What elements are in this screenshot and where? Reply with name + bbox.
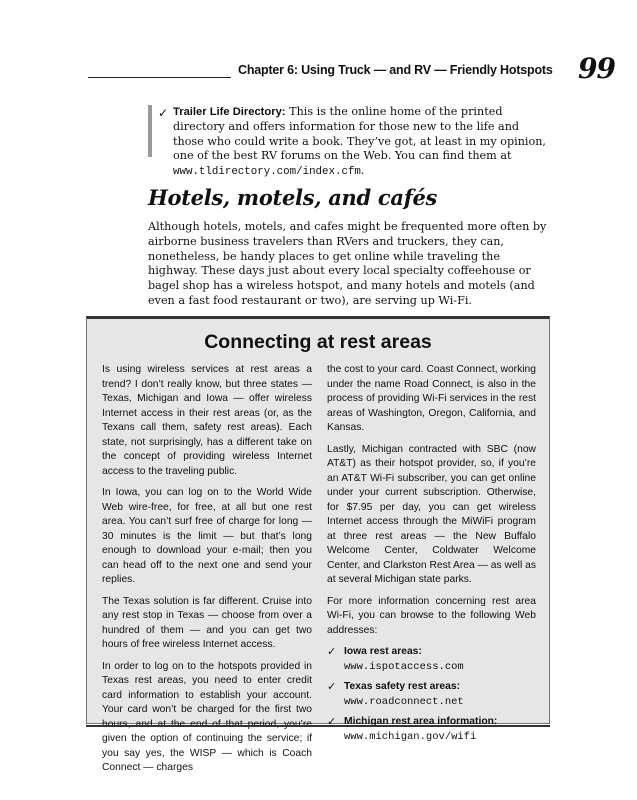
link-item bbox=[327, 680, 536, 709]
link-item bbox=[327, 715, 536, 744]
link-list bbox=[327, 645, 536, 744]
chapter-title: Chapter 6: Using Truck — and RV — Friendly Hotspots bbox=[238, 63, 553, 77]
link-label: Iowa rest areas: bbox=[344, 646, 422, 657]
link-label: Texas safety rest areas: bbox=[344, 681, 461, 692]
sidebar-paragraph: The Texas solution is far different. Cruise into any rest stop in Texas — choose from over a hundred of them — and you can get two hours of free wireless Internet access. bbox=[102, 595, 312, 650]
link-url[interactable]: www.roadconnect.net bbox=[344, 695, 464, 708]
link-item bbox=[327, 645, 536, 674]
sidebar-paragraph: For more information concerning rest area Wi-Fi, you can browse to the following Web addresses: bbox=[327, 595, 536, 636]
sidebar-left-column bbox=[102, 363, 312, 783]
link-label: Michigan rest area information: bbox=[344, 716, 498, 727]
bullet-label: Trailer Life Directory: bbox=[173, 106, 286, 118]
sidebar-paragraph: the cost to your card. Coast Connect, working under the name Road Connect, is also in the process of providing Wi-Fi services in the rest areas of Washington, Oregon, California, and Kansas. bbox=[327, 364, 536, 433]
checkmark-icon: ✓ bbox=[327, 715, 337, 728]
header-rule bbox=[88, 77, 231, 78]
link-url[interactable]: www.michigan.gov/wifi bbox=[344, 730, 477, 743]
sidebar-paragraph: In Iowa, you can log on to the World Wide Web wire-free, for free, at all but one rest area. You can’t surf free of charge for long — 30 minutes is the limit — but that’s long enough to download your e-mail; then you can head off to the next one and send your replies. bbox=[102, 487, 312, 585]
sidebar-paragraph: In order to log on to the hotspots provided in Texas rest areas, you need to enter credit card information to establish your account. Your card won’t be charged for the first two hours, and at the end of that period, you’re given the option of continuing the service; if you say yes, the WISP — which is Coach Connect — charges bbox=[102, 660, 312, 773]
sidebar-paragraph: Lastly, Michigan contracted with SBC (now AT&T) as their hotspot provider, so, if you’re an AT&T Wi-Fi subscriber, you can get online under your current subscription. Otherwise, for $7.95 per day, you can get wireless Internet access through the MiWiFi program at three rest areas — the New Buffalo Welcome Center, Coldwater Welcome Center, and Clarkston Rest Area — as well as at several Michigan state parks. bbox=[327, 443, 536, 585]
bullet-end: . bbox=[360, 164, 365, 178]
sidebar-right-column bbox=[327, 363, 536, 750]
page-number: 99 bbox=[578, 52, 615, 85]
checkmark-icon: ✓ bbox=[327, 645, 337, 658]
sidebar-paragraph: Is using wireless services at rest areas a trend? I don’t really know, but three states — Texas, Michigan and Iowa — offer wireless Internet access in their rest areas (or, as the Texans call them, safety rest areas). Each state, not surprisingly, has a different take on the concept of providing wireless Internet access to the traveling public. bbox=[102, 364, 312, 477]
bullet-description: This is the online home of the printed directory and offers information for those new to the life and those who could write a book. They’ve got, at least in my opinion, one of the best RV forums on the Web. You can find them at bbox=[173, 105, 546, 163]
sidebar-box bbox=[86, 316, 550, 773]
bullet-margin-bar bbox=[148, 105, 152, 157]
bullet-url[interactable]: www.tldirectory.com/index.cfm bbox=[173, 166, 361, 179]
section-body: Although hotels, motels, and cafes might be frequented more often by airborne business travelers than RVers and truckers, they can, nonetheless, be handy places to get online while traveling the highway. These days just about every local specialty coffeehouse or bagel shop has a wireless hotspot, and many hotels and motels (and even a fast food restaurant or two), are serving up Wi-Fi. bbox=[148, 220, 547, 307]
section-heading: Hotels, motels, and cafés bbox=[148, 185, 438, 210]
checkmark-icon: ✓ bbox=[327, 680, 337, 693]
link-url[interactable]: www.ispotaccess.com bbox=[344, 660, 464, 673]
bullet-trailer-life bbox=[173, 105, 553, 180]
checkmark-icon: ✓ bbox=[158, 106, 169, 120]
sidebar-bottom-rule bbox=[86, 725, 550, 727]
sidebar-title: Connecting at rest areas bbox=[204, 331, 432, 353]
